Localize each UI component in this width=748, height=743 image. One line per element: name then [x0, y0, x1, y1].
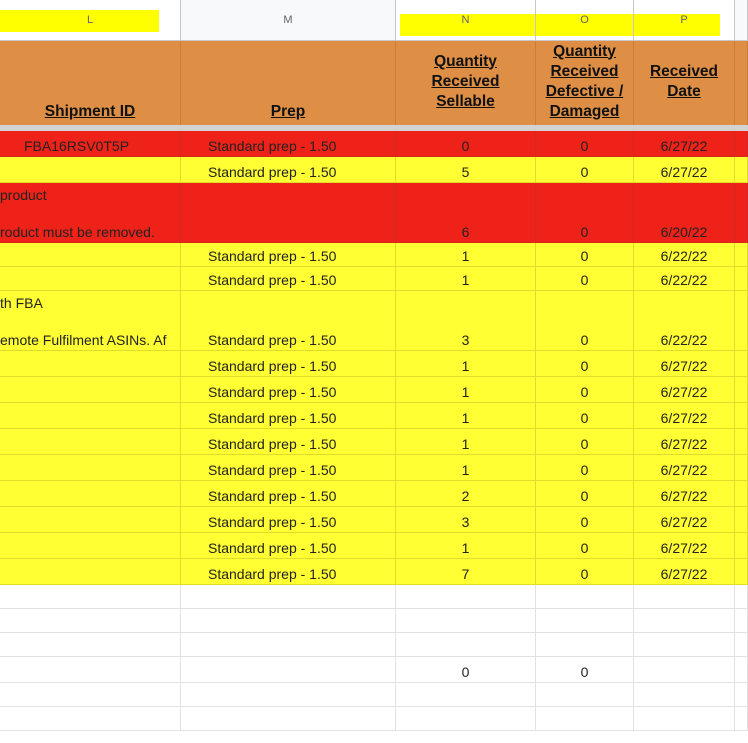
qty-defective-cell[interactable] [536, 243, 634, 267]
shipment-id-cell[interactable] [0, 533, 181, 559]
cell-text: Standard prep - 1.50 [208, 436, 337, 452]
table-row [0, 657, 748, 683]
prep-cell[interactable] [181, 429, 396, 455]
received-date-cell[interactable] [634, 633, 735, 657]
received-date-cell[interactable] [634, 131, 735, 157]
cell-text: 6/27/22 [660, 540, 708, 556]
prep-cell[interactable] [181, 633, 396, 657]
cell-text: 6/22/22 [660, 272, 708, 288]
shipment-id-cell[interactable] [0, 157, 181, 183]
received-date-cell[interactable] [634, 267, 735, 291]
empty-cell[interactable] [735, 609, 748, 633]
qty-sellable-cell[interactable] [396, 377, 536, 403]
cell-text: th FBA [0, 295, 43, 311]
shipment-id-cell[interactable] [0, 351, 181, 377]
cell-text: roduct must be removed. [0, 224, 155, 240]
shipment-id-cell[interactable] [0, 131, 181, 157]
received-date-cell[interactable] [634, 429, 735, 455]
received-date-cell[interactable] [634, 403, 735, 429]
empty-cell[interactable] [735, 533, 748, 559]
header-prep[interactable]: Prep [181, 41, 396, 125]
received-date-cell[interactable] [634, 291, 735, 351]
qty-defective-cell[interactable] [536, 429, 634, 455]
table-row [0, 707, 748, 731]
qty-defective-cell[interactable] [536, 585, 634, 609]
cell-text: 6/27/22 [660, 462, 708, 478]
prep-cell[interactable] [181, 657, 396, 683]
column-header-m[interactable]: M [181, 0, 396, 41]
cell-text: 0 [580, 384, 589, 400]
table-row [0, 183, 748, 243]
qty-sellable-cell[interactable] [396, 455, 536, 481]
cell-text: 6/27/22 [660, 138, 708, 154]
shipment-id-cell[interactable] [0, 403, 181, 429]
cell-text: product [0, 187, 47, 203]
cell-text: 0 [580, 272, 589, 288]
empty-cell[interactable] [735, 481, 748, 507]
column-header-n[interactable]: N [396, 0, 536, 41]
table-row [0, 633, 748, 657]
shipment-id-cell[interactable] [0, 609, 181, 633]
qty-defective-cell[interactable] [536, 157, 634, 183]
empty-cell[interactable] [735, 291, 748, 351]
qty-defective-cell[interactable] [536, 351, 634, 377]
table-row [0, 455, 748, 481]
cell-text: 6/22/22 [660, 332, 708, 348]
cell-text: 0 [580, 248, 589, 264]
empty-cell[interactable] [735, 585, 748, 609]
received-date-cell[interactable] [634, 585, 735, 609]
qty-defective-cell[interactable] [536, 657, 634, 683]
received-date-cell[interactable] [634, 609, 735, 633]
empty-cell[interactable] [735, 157, 748, 183]
cell-text: emote Fulfilment ASINs. Af [0, 332, 167, 348]
cell-text: 0 [580, 138, 589, 154]
shipment-id-cell[interactable] [0, 291, 181, 351]
cell-text: 0 [461, 664, 470, 680]
column-header-p[interactable]: P [634, 0, 735, 41]
cell-text: 0 [461, 138, 470, 154]
cell-text: 6/27/22 [660, 384, 708, 400]
prep-cell[interactable] [181, 507, 396, 533]
received-date-cell[interactable] [634, 351, 735, 377]
qty-sellable-cell[interactable] [396, 157, 536, 183]
cell-text: 6/22/22 [660, 248, 708, 264]
qty-defective-cell[interactable] [536, 633, 634, 657]
qty-defective-cell[interactable] [536, 559, 634, 585]
cell-text: Standard prep - 1.50 [208, 514, 337, 530]
shipment-id-cell[interactable] [0, 585, 181, 609]
cell-text: FBA16RSV0T5P [24, 138, 130, 154]
cell-text: 6 [461, 224, 470, 240]
cell-text: 1 [461, 540, 470, 556]
cell-text: 0 [580, 164, 589, 180]
cell-text: 5 [461, 164, 470, 180]
empty-cell[interactable] [735, 243, 748, 267]
received-date-cell[interactable] [634, 683, 735, 707]
prep-cell[interactable] [181, 683, 396, 707]
cell-text: 1 [461, 462, 470, 478]
qty-sellable-cell[interactable] [396, 507, 536, 533]
shipment-id-cell[interactable] [0, 481, 181, 507]
empty-cell[interactable] [735, 633, 748, 657]
qty-defective-cell[interactable] [536, 183, 634, 243]
received-date-cell[interactable] [634, 507, 735, 533]
table-row [0, 507, 748, 533]
prep-cell[interactable] [181, 481, 396, 507]
shipment-id-cell[interactable] [0, 657, 181, 683]
qty-defective-cell[interactable] [536, 403, 634, 429]
table-row [0, 533, 748, 559]
cell-text: Standard prep - 1.50 [208, 332, 337, 348]
cell-text: 0 [580, 332, 589, 348]
qty-sellable-cell[interactable] [396, 609, 536, 633]
cell-text: 6/27/22 [660, 358, 708, 374]
qty-sellable-cell[interactable] [396, 351, 536, 377]
qty-sellable-cell[interactable] [396, 707, 536, 731]
qty-sellable-cell[interactable] [396, 633, 536, 657]
cell-text: 7 [461, 566, 470, 582]
prep-cell[interactable] [181, 351, 396, 377]
cell-text: 6/27/22 [660, 410, 708, 426]
cell-text: Standard prep - 1.50 [208, 488, 337, 504]
qty-defective-cell[interactable] [536, 507, 634, 533]
shipment-id-cell[interactable] [0, 633, 181, 657]
empty-cell[interactable] [735, 131, 748, 157]
header-shipment-id[interactable]: Shipment ID [0, 41, 181, 125]
qty-sellable-cell[interactable] [396, 533, 536, 559]
empty-cell[interactable] [735, 559, 748, 585]
received-date-cell[interactable] [634, 559, 735, 585]
prep-cell[interactable] [181, 455, 396, 481]
received-date-cell[interactable] [634, 455, 735, 481]
cell-text: 1 [461, 358, 470, 374]
cell-text: 3 [461, 514, 470, 530]
qty-sellable-cell[interactable] [396, 683, 536, 707]
cell-text: 0 [580, 514, 589, 530]
empty-cell[interactable] [735, 657, 748, 683]
table-row [0, 585, 748, 609]
column-header-l[interactable]: L [0, 0, 181, 41]
prep-cell[interactable] [181, 291, 396, 351]
table-row [0, 243, 748, 267]
qty-sellable-cell[interactable] [396, 403, 536, 429]
qty-sellable-cell[interactable] [396, 481, 536, 507]
prep-cell[interactable] [181, 131, 396, 157]
qty-defective-cell[interactable] [536, 291, 634, 351]
header-qty-sellable[interactable]: Quantity Received Sellable [396, 41, 536, 125]
received-date-cell[interactable] [634, 707, 735, 731]
prep-cell[interactable] [181, 609, 396, 633]
empty-cell[interactable] [735, 683, 748, 707]
prep-cell[interactable] [181, 707, 396, 731]
cell-text: 0 [580, 410, 589, 426]
empty-cell[interactable] [735, 183, 748, 243]
shipment-id-cell[interactable] [0, 707, 181, 731]
empty-cell[interactable] [735, 267, 748, 291]
qty-sellable-cell[interactable] [396, 657, 536, 683]
qty-defective-cell[interactable] [536, 267, 634, 291]
cell-text: Standard prep - 1.50 [208, 272, 337, 288]
column-header-q[interactable] [735, 0, 748, 41]
cell-text: 6/20/22 [660, 224, 708, 240]
table-row [0, 267, 748, 291]
prep-cell[interactable] [181, 157, 396, 183]
cell-text: 0 [580, 566, 589, 582]
prep-cell[interactable] [181, 183, 396, 243]
cell-text: 6/27/22 [660, 436, 708, 452]
empty-cell[interactable] [735, 377, 748, 403]
qty-defective-cell[interactable] [536, 683, 634, 707]
cell-text: Standard prep - 1.50 [208, 462, 337, 478]
table-row [0, 377, 748, 403]
cell-text: Standard prep - 1.50 [208, 358, 337, 374]
cell-text: Standard prep - 1.50 [208, 566, 337, 582]
cell-text: Standard prep - 1.50 [208, 164, 337, 180]
qty-sellable-cell[interactable] [396, 243, 536, 267]
qty-defective-cell[interactable] [536, 481, 634, 507]
cell-text: Standard prep - 1.50 [208, 540, 337, 556]
qty-defective-cell[interactable] [536, 609, 634, 633]
qty-sellable-cell[interactable] [396, 183, 536, 243]
empty-cell[interactable] [735, 455, 748, 481]
qty-defective-cell[interactable] [536, 131, 634, 157]
empty-cell[interactable] [735, 403, 748, 429]
table-row [0, 157, 748, 183]
shipment-id-cell[interactable] [0, 559, 181, 585]
header-received-date[interactable]: Received Date [634, 41, 735, 125]
qty-sellable-cell[interactable] [396, 559, 536, 585]
header-qty-defective[interactable]: Quantity Received Defective / Damaged [536, 41, 634, 125]
empty-cell[interactable] [735, 707, 748, 731]
prep-cell[interactable] [181, 585, 396, 609]
table-row [0, 351, 748, 377]
cell-text: 2 [461, 488, 470, 504]
table-row [0, 481, 748, 507]
table-row [0, 609, 748, 633]
cell-text: 0 [580, 664, 589, 680]
shipment-id-cell[interactable] [0, 683, 181, 707]
cell-text: 0 [580, 224, 589, 240]
qty-sellable-cell[interactable] [396, 131, 536, 157]
qty-sellable-cell[interactable] [396, 291, 536, 351]
qty-defective-cell[interactable] [536, 455, 634, 481]
cell-text: 0 [580, 358, 589, 374]
prep-cell[interactable] [181, 377, 396, 403]
prep-cell[interactable] [181, 267, 396, 291]
cell-text: 1 [461, 410, 470, 426]
received-date-cell[interactable] [634, 183, 735, 243]
cell-text: 1 [461, 384, 470, 400]
received-date-cell[interactable] [634, 243, 735, 267]
cell-text: 6/27/22 [660, 514, 708, 530]
cell-text: 6/27/22 [660, 164, 708, 180]
cell-text: 0 [580, 436, 589, 452]
cell-text: 3 [461, 332, 470, 348]
received-date-cell[interactable] [634, 377, 735, 403]
received-date-cell[interactable] [634, 481, 735, 507]
cell-text: Standard prep - 1.50 [208, 248, 337, 264]
cell-text: Standard prep - 1.50 [208, 410, 337, 426]
qty-sellable-cell[interactable] [396, 267, 536, 291]
shipment-id-cell[interactable] [0, 377, 181, 403]
prep-cell[interactable] [181, 559, 396, 585]
qty-defective-cell[interactable] [536, 533, 634, 559]
cell-text: 0 [580, 462, 589, 478]
cell-text: 1 [461, 436, 470, 452]
cell-text: 0 [580, 488, 589, 504]
received-date-cell[interactable] [634, 533, 735, 559]
empty-cell[interactable] [735, 351, 748, 377]
prep-cell[interactable] [181, 403, 396, 429]
cell-text: Standard prep - 1.50 [208, 384, 337, 400]
received-date-cell[interactable] [634, 657, 735, 683]
empty-cell[interactable] [735, 429, 748, 455]
shipment-id-cell[interactable] [0, 429, 181, 455]
empty-cell[interactable] [735, 507, 748, 533]
qty-sellable-cell[interactable] [396, 429, 536, 455]
shipment-id-cell[interactable] [0, 267, 181, 291]
column-header-o[interactable]: O [536, 0, 634, 41]
cell-text: 0 [580, 540, 589, 556]
qty-defective-cell[interactable] [536, 377, 634, 403]
received-date-cell[interactable] [634, 157, 735, 183]
cell-text: 1 [461, 272, 470, 288]
prep-cell[interactable] [181, 243, 396, 267]
shipment-id-cell[interactable] [0, 243, 181, 267]
shipment-id-cell[interactable] [0, 507, 181, 533]
qty-sellable-cell[interactable] [396, 585, 536, 609]
cell-text: 6/27/22 [660, 566, 708, 582]
shipment-id-cell[interactable] [0, 183, 181, 243]
cell-text: Standard prep - 1.50 [208, 138, 337, 154]
table-row [0, 559, 748, 585]
header-q[interactable] [735, 41, 748, 125]
cell-text: 1 [461, 248, 470, 264]
prep-cell[interactable] [181, 533, 396, 559]
cell-text: 6/27/22 [660, 488, 708, 504]
table-row [0, 291, 748, 351]
table-row [0, 131, 748, 157]
shipment-id-cell[interactable] [0, 455, 181, 481]
qty-defective-cell[interactable] [536, 707, 634, 731]
table-row [0, 683, 748, 707]
table-row [0, 429, 748, 455]
table-row [0, 403, 748, 429]
